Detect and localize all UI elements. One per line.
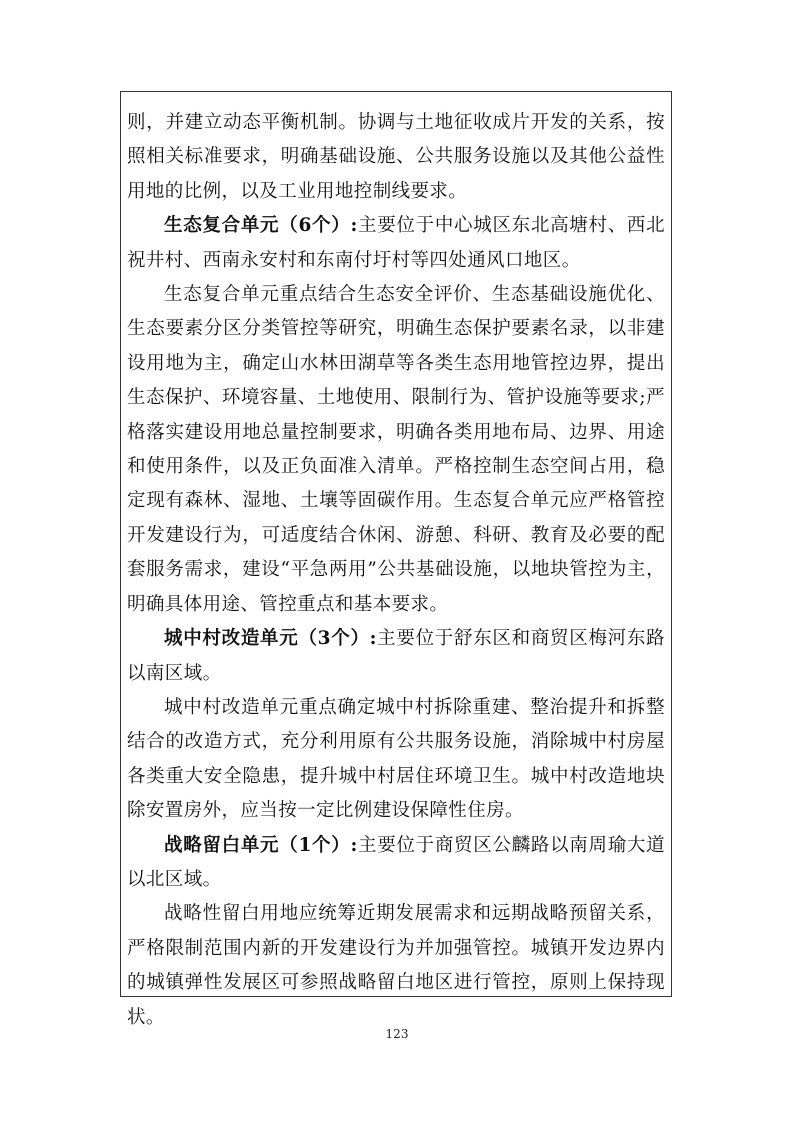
paragraph-text: 主要位于商贸区公麟路以南周瑜大道以北区域。	[127, 834, 666, 890]
content-frame	[120, 91, 672, 1028]
paragraph-ecological-detail	[127, 278, 665, 622]
paragraph-text: 战略性留白用地应统筹近期发展需求和远期战略预留关系，严格限制范围内新的开发建设行为并加强管控。城镇开发边界内的城镇弹性发展区可参照战略留白地区进行管控，原则上保持现状。	[127, 903, 665, 1028]
page-number: 123	[385, 1027, 409, 1041]
paragraph-heading: 城中村改造单元（3个）:	[164, 628, 377, 650]
paragraph-urban-village-detail	[127, 691, 665, 829]
paragraph-text: 则，并建立动态平衡机制。协调与土地征收成片开发的关系，按照相关标准要求，明确基础设施、公共服务设施以及其他公益性用地的比例，以及工业用地控制线要求。	[127, 112, 665, 202]
paragraph-text: 生态复合单元重点结合生态安全评价、生态基础设施优化、生态要素分区分类管控等研究，明确生态保护要素名录，以非建设用地为主，确定山水林田湖草等各类生态用地管控边界，提出生态保护、环境容量、土地使用、限制行为、管护设施等要求;严格落实建设用地总量控制要求，明确各类用地布局、边界、用途和使用条件，以及正负面准入清单。严格控制生态空间占用，稳定现有森林、湿地、土壤等固碳作用。生态复合单元应严格管控开发建设行为，可适度结合休闲、游憩、科研、教育及必要的配套服务需求，建设“平急两用”公共基础设施，以地块管控为主，明确具体用途、管控重点和基本要求。	[127, 284, 665, 615]
paragraph-urban-village-unit	[127, 622, 665, 691]
paragraph-heading: 生态复合单元（6个）:	[164, 215, 358, 237]
paragraph-text: 主要位于中心城区东北高塘村、西北祝井村、西南永安村和东南付圩村等四处通风口地区。	[127, 215, 666, 271]
paragraph-1	[127, 106, 665, 209]
paragraph-text: 主要位于舒东区和商贸区梅河东路以南区域。	[127, 628, 665, 684]
paragraph-text: 城中村改造单元重点确定城中村拆除重建、整治提升和拆整结合的改造方式，充分利用原有公共服务设施，消除城中村房屋各类重大安全隐患，提升城中村居住环境卫生。城中村改造地块除安置房外，应当按一定比例建设保障性住房。	[127, 696, 665, 822]
paragraph-ecological-unit	[127, 209, 665, 278]
paragraph-strategic-reserve-detail	[127, 897, 665, 1035]
paragraph-heading: 战略留白单元（1个）:	[164, 834, 358, 856]
paragraph-strategic-reserve-unit	[127, 829, 665, 898]
